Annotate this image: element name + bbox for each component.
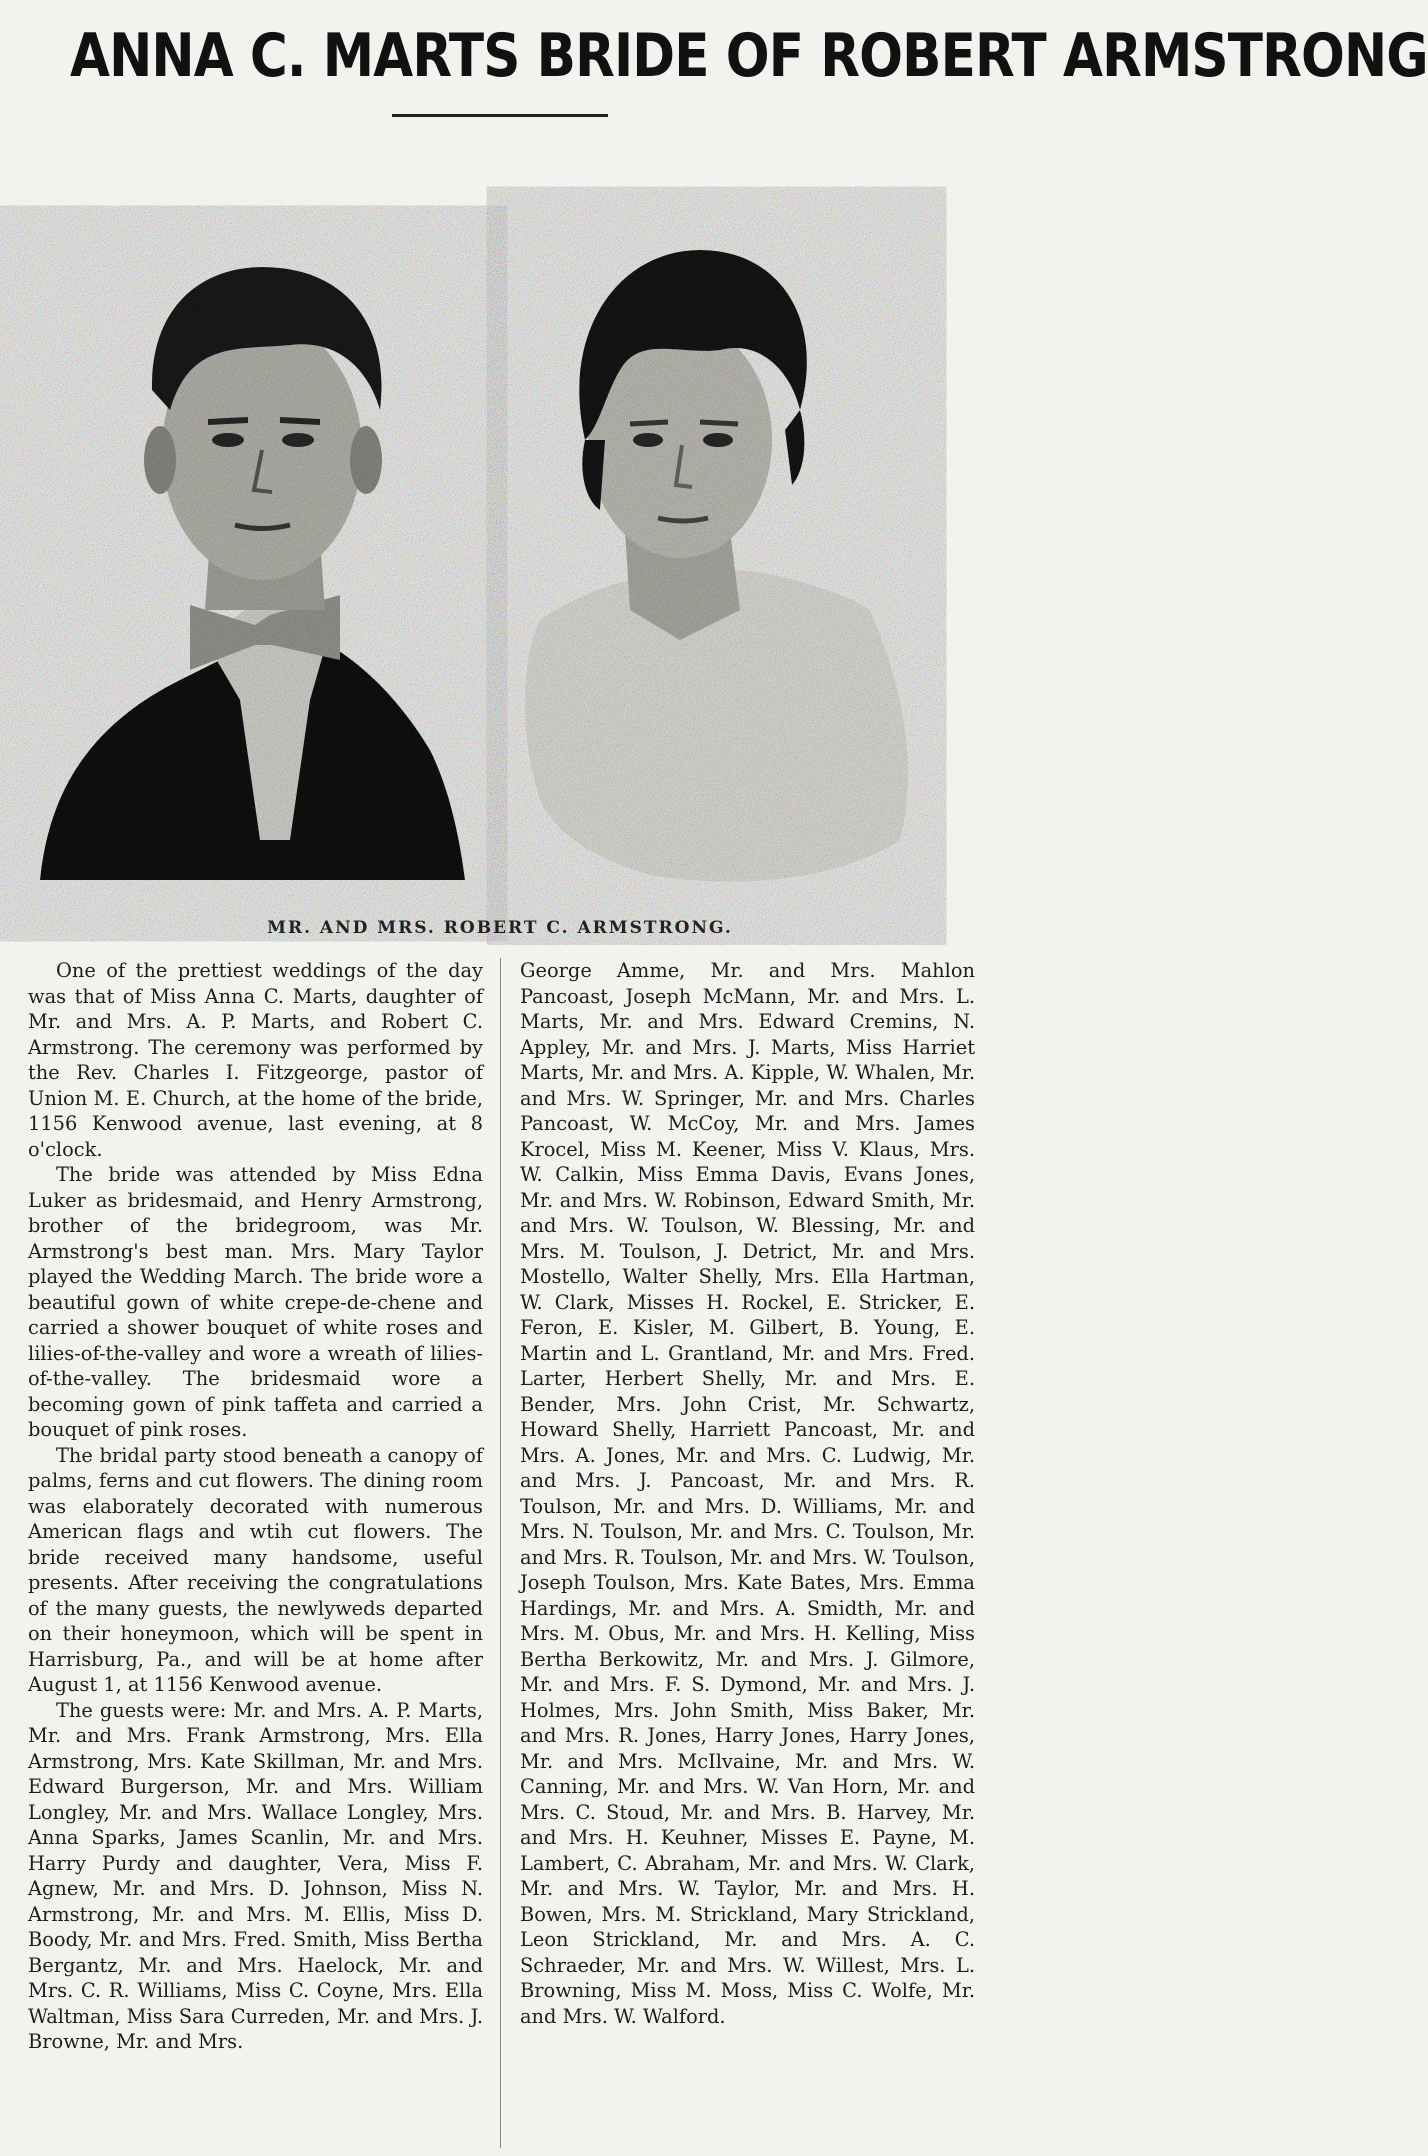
article-paragraph: The bridal party stood beneath a canopy of palms, ferns and cut flowers. The dining room was elaborately decorated with numerous American flags and wtih cut flowers. The bride received many handsome, useful presents. After receiving the congratulations of the many guests, the newlyweds departed on their honeymoon, which will be spent in Harrisburg, Pa., and will be at home after August 1, at 1156 Kenwood avenue. — [28, 1443, 483, 1696]
article-paragraph: The bride was attended by Miss Edna Luker as bridesmaid, and Henry Armstrong, brother of the bridegroom, was Mr. Armstrong's best man. Mrs. Mary Taylor played the Wedding March. The bride wore a beautiful gown of white crepe-de-chene and carried a shower bouquet of white roses and lilies-of-the-valley and wore a wreath of lilies-of-the-valley. The bridesmaid wore a becoming gown of pink taffeta and carried a bouquet of pink roses. — [28, 1163, 483, 1441]
photo-caption: MR. AND MRS. ROBERT C. ARMSTRONG. — [267, 918, 733, 938]
bride-portrait — [525, 250, 908, 882]
article-paragraph: One of the prettiest weddings of the day was that of Miss Anna C. Marts, daughter of Mr. and Mrs. A. P. Marts, and Robert C. Armstrong. The ceremony was performed by the Rev. Charles I. Fitzgeorge, pastor of Union M. E. Church, at the home of the bride, 1156 Kenwood avenue, last evening, at 8 o'clock. — [28, 959, 483, 1161]
article-paragraph: George Amme, Mr. and Mrs. Mahlon Pancoast, Joseph McMann, Mr. and Mrs. L. Marts, Mr. and Mrs. Edward Cremins, N. Appley, Mr. and Mrs. J. Marts, Miss Harriet Marts, Mr. and Mrs. A. Kipple, W. Whalen, Mr. and Mrs. W. Springer, Mr. and Mrs. Charles Pancoast, W. McCoy, Mr. and Mrs. James Krocel, Miss M. Keener, Miss V. Klaus, Mrs. W. Calkin, Miss Emma Davis, Evans Jones, Mr. and Mrs. W. Robinson, Edward Smith, Mr. and Mrs. W. Toulson, W. Blessing, Mr. and Mrs. M. Toulson, J. Detrict, Mr. and Mrs. Mostello, Walter Shelly, Mrs. Ella Hartman, W. Clark, Misses H. Rockel, E. Stricker, E. Feron, E. Kisler, M. Gilbert, B. Young, E. Martin and L. Grantland, Mr. and Mrs. Fred. Larter, Herbert Shelly, Mr. and Mrs. E. Bender, Mrs. John Crist, Mr. Schwartz, Howard Shelly, Harriett Pancoast, Mr. and Mrs. A. Jones, Mr. and Mrs. C. Ludwig, Mr. and Mrs. J. Pancoast, Mr. and Mrs. R. Toulson, Mr. and Mrs. D. Williams, Mr. and Mrs. N. Toulson, Mr. and Mrs. C. Toulson, Mr. and Mrs. R. Toulson, Mr. and Mrs. W. Toulson, Joseph Toulson, Mrs. Kate Bates, Mrs. Emma Hardings, Mr. and Mrs. A. Smidth, Mr. and Mrs. M. Obus, Mr. and Mrs. H. Kelling, Miss Bertha Berkowitz, Mr. and Mrs. J. Gilmore, Mr. and Mrs. F. S. Dymond, Mr. and Mrs. J. Holmes, Mrs. John Smith, Miss Baker, Mr. and Mrs. R. Jones, Harry Jones, Harry Jones, Mr. and Mrs. McIlvaine, Mr. and Mrs. W. Canning, Mr. and Mrs. W. Van Horn, Mr. and Mrs. C. Stoud, Mr. and Mrs. B. Harvey, Mr. and Mrs. H. Keuhner, Misses E. Payne, M. Lambert, C. Abraham, Mr. and Mrs. W. Clark, Mr. and Mrs. W. Taylor, Mr. and Mrs. H. Bowen, Mrs. M. Strickland, Mary Strickland, Leon Strickland, Mr. and Mrs. A. C. Schraeder, Mr. and Mrs. W. Willest, Mrs. L. Browning, Miss M. Moss, Miss C. Wolfe, Mr. and Mrs. W. Walford. — [520, 959, 975, 2028]
headline-rule — [392, 114, 608, 117]
groom-portrait — [40, 267, 465, 880]
wedding-portraits — [40, 140, 960, 900]
headline: ANNA C. MARTS BRIDE OF ROBERT ARMSTRONG — [70, 21, 1428, 91]
article-column-right — [520, 958, 975, 2148]
article-paragraph: The guests were: Mr. and Mrs. A. P. Marts, Mr. and Mrs. Frank Armstrong, Mrs. Ella Armstrong, Mrs. Kate Skillman, Mr. and Mrs. Edward Burgerson, Mr. and Mrs. William Longley, Mr. and Mrs. Wallace Longley, Mrs. Anna Sparks, James Scanlin, Mr. and Mrs. Harry Purdy and daughter, Vera, Miss F. Agnew, Mr. and Mrs. D. Johnson, Miss N. Armstrong, Mr. and Mrs. M. Ellis, Miss D. Boody, Mr. and Mrs. Fred. Smith, Miss Bertha Bergantz, Mr. and Mrs. Haelock, Mr. and Mrs. C. R. Williams, Miss C. Coyne, Mrs. Ella Waltman, Miss Sara Curreden, Mr. and Mrs. J. Browne, Mr. and Mrs. — [28, 1698, 483, 2053]
article-column-left — [28, 958, 483, 2148]
column-divider — [500, 958, 501, 2148]
